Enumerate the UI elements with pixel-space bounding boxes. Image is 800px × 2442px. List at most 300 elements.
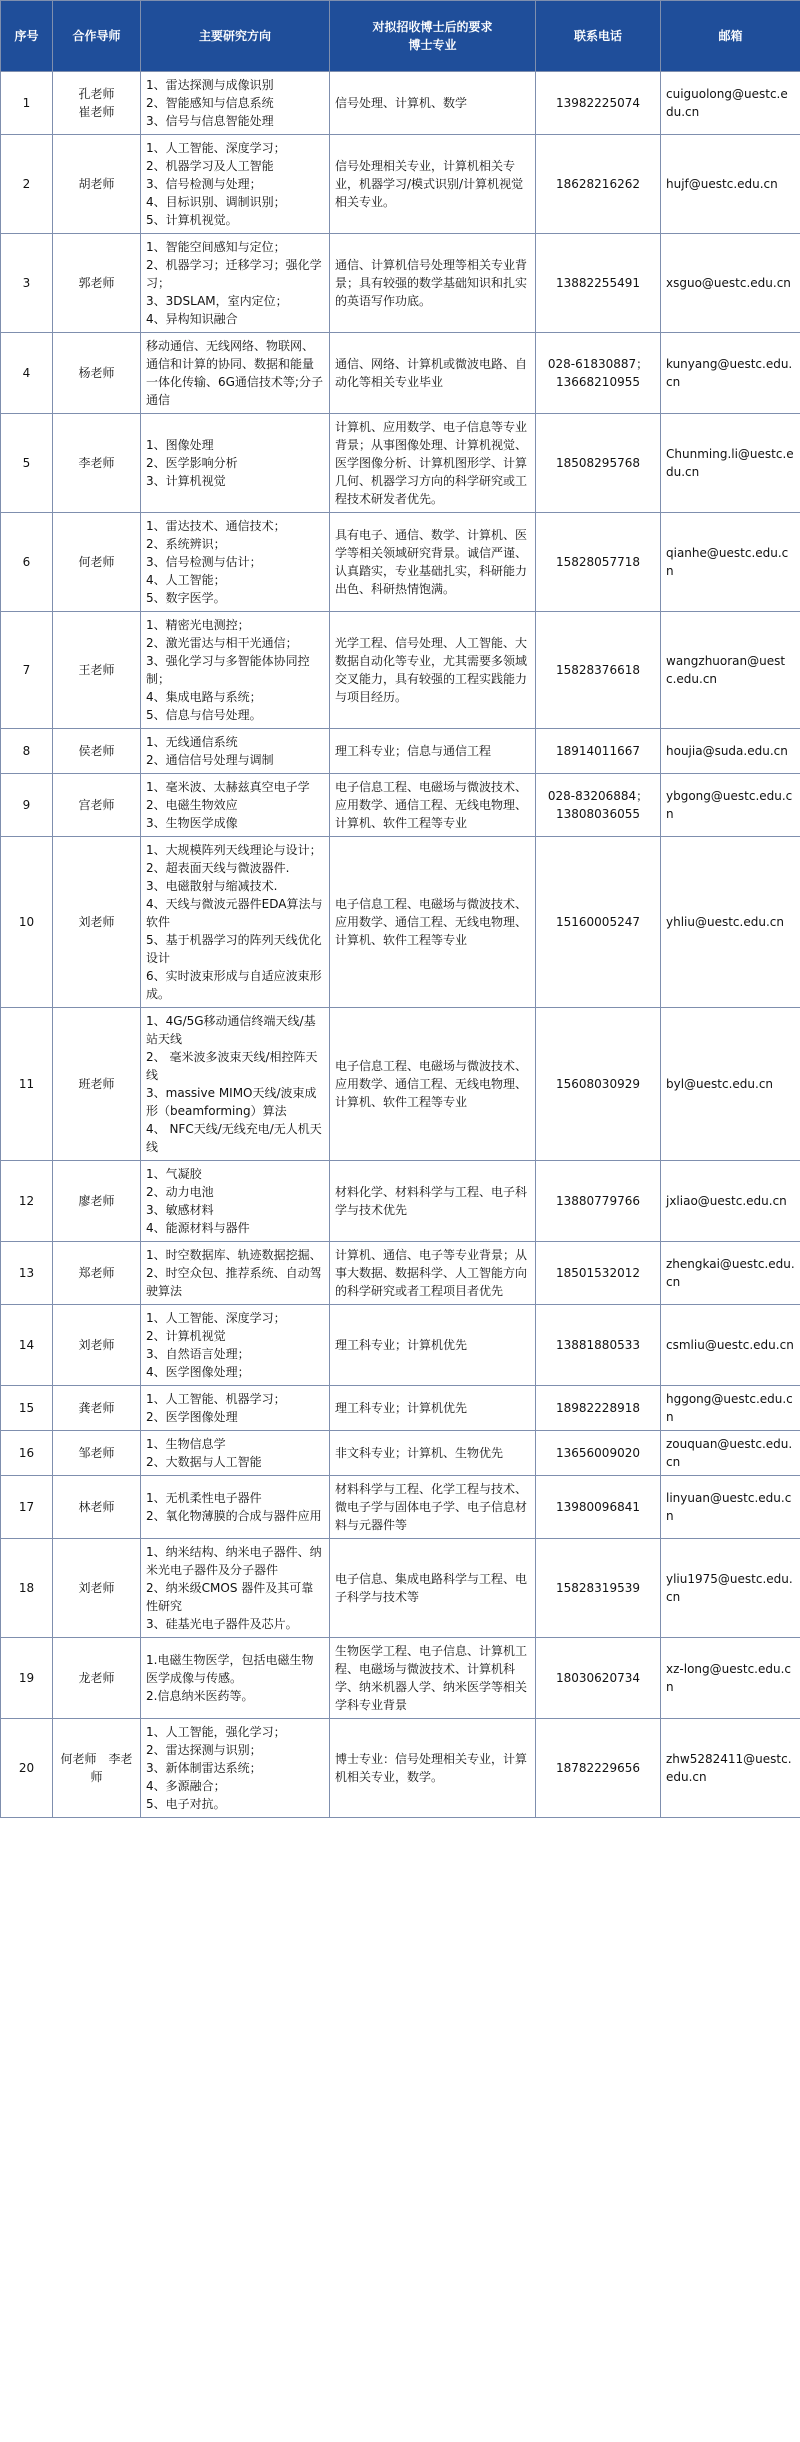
phd-requirements xyxy=(330,729,536,774)
text-line: 15 xyxy=(18,1401,35,1415)
contact-email xyxy=(661,135,800,234)
row-index xyxy=(1,513,53,612)
contact-phone xyxy=(536,234,661,333)
contact-phone xyxy=(536,1638,661,1719)
text-line: 11 xyxy=(18,1077,35,1091)
research-directions xyxy=(141,1242,330,1305)
text-line: 王老师 xyxy=(78,663,115,677)
header-phone: 联系电话 xyxy=(536,1,661,72)
row-index xyxy=(1,234,53,333)
text-line: 郑老师 xyxy=(78,1266,115,1280)
contact-phone xyxy=(536,1719,661,1818)
table-row xyxy=(1,1476,800,1539)
phd-requirements xyxy=(330,1386,536,1431)
text-line: 4、异构知识融合 xyxy=(146,312,238,326)
text-line: 3、massive MIMO天线/波束成形（beamforming）算法 xyxy=(146,1086,317,1118)
text-line: 3、信号检测与估计； xyxy=(146,555,262,569)
contact-email xyxy=(661,837,800,1008)
advisor-name xyxy=(53,1008,141,1161)
contact-phone xyxy=(536,1386,661,1431)
contact-phone xyxy=(536,774,661,837)
text-line: 1、图像处理 xyxy=(146,438,214,452)
research-directions xyxy=(141,513,330,612)
row-index xyxy=(1,72,53,135)
phd-requirements xyxy=(330,1539,536,1638)
advisor-name xyxy=(53,414,141,513)
text-line: byl@uestc.edu.cn xyxy=(666,1077,774,1091)
text-line: wangzhuoran@uestc.edu.cn xyxy=(666,654,786,686)
research-directions xyxy=(141,837,330,1008)
table-row xyxy=(1,1431,800,1476)
advisor-name xyxy=(53,72,141,135)
row-index xyxy=(1,1008,53,1161)
text-line: 16 xyxy=(18,1446,35,1460)
text-line: 理工科专业；信息与通信工程 xyxy=(335,744,492,758)
contact-phone xyxy=(536,72,661,135)
text-line: 4、人工智能； xyxy=(146,573,226,587)
text-line: 1、纳米结构、纳米电子器件、纳米光电子器件及分子器件 xyxy=(146,1545,322,1577)
phd-requirements xyxy=(330,1305,536,1386)
text-line: 非文科专业；计算机、生物优先 xyxy=(335,1446,504,1460)
contact-email xyxy=(661,1242,800,1305)
text-line: 10 xyxy=(18,915,35,929)
text-line: 李老师 xyxy=(78,456,115,470)
text-line: 崔老师 xyxy=(78,105,115,119)
text-line: 1、大规模阵列天线理论与设计； xyxy=(146,843,322,857)
text-line: 2、计算机视觉 xyxy=(146,1329,226,1343)
text-line: 3、新体制雷达系统； xyxy=(146,1761,262,1775)
contact-phone xyxy=(536,1008,661,1161)
phd-requirements xyxy=(330,333,536,414)
advisor-name xyxy=(53,1476,141,1539)
contact-email xyxy=(661,513,800,612)
phd-requirements xyxy=(330,1161,536,1242)
text-line: xz-long@uestc.edu.cn xyxy=(666,1662,792,1694)
row-index xyxy=(1,1242,53,1305)
phd-requirements xyxy=(330,135,536,234)
text-line: 生物医学工程、电子信息、计算机工程、电磁场与微波技术、计算机科学、纳米机器人学、纳米医学等相关学科专业背景 xyxy=(335,1644,528,1712)
row-index xyxy=(1,1305,53,1386)
text-line: 博士专业：信号处理相关专业，计算机相关专业，数学。 xyxy=(335,1752,528,1784)
phd-requirements xyxy=(330,72,536,135)
header-index: 序号 xyxy=(1,1,53,72)
text-line: 15828376618 xyxy=(556,663,640,677)
text-line: 龙老师 xyxy=(78,1671,115,1685)
phd-requirements xyxy=(330,414,536,513)
text-line: 2、医学图像处理 xyxy=(146,1410,238,1424)
contact-email xyxy=(661,1476,800,1539)
text-line: 4、 NFC天线/无线充电/无人机天线 xyxy=(146,1122,322,1154)
research-directions xyxy=(141,72,330,135)
contact-email xyxy=(661,1386,800,1431)
advisor-name xyxy=(53,513,141,612)
text-line: 2、时空众包、推荐系统、自动驾驶算法 xyxy=(146,1266,322,1298)
text-line: 邹老师 xyxy=(78,1446,115,1460)
text-line: 18628216262 xyxy=(556,177,640,191)
text-line: kunyang@uestc.edu.cn xyxy=(666,357,793,389)
table-row xyxy=(1,513,800,612)
text-line: 1、毫米波、太赫兹真空电子学 xyxy=(146,780,310,794)
text-line: 8 xyxy=(22,744,31,758)
text-line: 18782229656 xyxy=(556,1761,640,1775)
text-line: 2、通信信号处理与调制 xyxy=(146,753,274,767)
text-line: 3、信号检测与处理； xyxy=(146,177,262,191)
advisor-name xyxy=(53,1161,141,1242)
contact-email xyxy=(661,414,800,513)
row-index xyxy=(1,1386,53,1431)
text-line: 信号处理相关专业，计算机相关专业，机器学习/模式识别/计算机视觉相关专业。 xyxy=(335,159,524,209)
text-line: 14 xyxy=(18,1338,35,1352)
text-line: 13656009020 xyxy=(556,1446,640,1460)
text-line: 2、动力电池 xyxy=(146,1185,214,1199)
research-directions xyxy=(141,1431,330,1476)
text-line: 2、电磁生物效应 xyxy=(146,798,238,812)
row-index xyxy=(1,333,53,414)
table-row xyxy=(1,612,800,729)
text-line: 2、纳米级CMOS 器件及其可靠性研究 xyxy=(146,1581,314,1613)
advisor-name xyxy=(53,234,141,333)
text-line: 13808036055 xyxy=(556,807,640,821)
text-line: 通信、网络、计算机或微波电路、自动化等相关专业毕业 xyxy=(335,357,528,389)
text-line: 2、 毫米波多波束天线/相控阵天线 xyxy=(146,1050,318,1082)
phd-requirements xyxy=(330,612,536,729)
table-row xyxy=(1,837,800,1008)
text-line: 4 xyxy=(22,366,31,380)
text-line: 计算机、通信、电子等专业背景；从事大数据、数据科学、人工智能方向的科学研究或者工程项目者优先 xyxy=(335,1248,528,1298)
text-line: Chunming.li@uestc.edu.cn xyxy=(666,447,794,479)
table-row xyxy=(1,1008,800,1161)
text-line: 龚老师 xyxy=(78,1401,115,1415)
text-line: 具有电子、通信、数学、计算机、医学等相关领域研究背景。诚信严谨、认真踏实，专业基础扎实，科研能力出色、科研热情饱满。 xyxy=(335,528,528,596)
research-directions xyxy=(141,1638,330,1719)
contact-phone xyxy=(536,1161,661,1242)
text-line: 移动通信、无线网络、物联网、通信和计算的协同、数据和能量一体化传输、6G通信技术等;分子通信 xyxy=(146,339,323,407)
text-line: 电子信息、集成电路科学与工程、电子科学与技术等 xyxy=(335,1572,528,1604)
phd-requirements xyxy=(330,774,536,837)
text-line: 2、机器学习；迁移学习；强化学习； xyxy=(146,258,322,290)
text-line: 19 xyxy=(18,1671,35,1685)
contact-email xyxy=(661,1638,800,1719)
text-line: 孔老师 xyxy=(78,87,115,101)
text-line: 13982225074 xyxy=(556,96,640,110)
text-line: cuiguolong@uestc.edu.cn xyxy=(666,87,788,119)
text-line: 2、氧化物薄膜的合成与器件应用 xyxy=(146,1509,322,1523)
research-directions xyxy=(141,1008,330,1161)
text-line: linyuan@uestc.edu.cn xyxy=(666,1491,792,1523)
advisor-name xyxy=(53,1242,141,1305)
contact-email xyxy=(661,729,800,774)
text-line: 18508295768 xyxy=(556,456,640,470)
text-line: 对拟招收博士后的要求 xyxy=(372,20,493,34)
text-line: 2、超表面天线与微波器件. xyxy=(146,861,290,875)
text-line: 1、4G/5G移动通信终端天线/基站天线 xyxy=(146,1014,316,1046)
text-line: 杨老师 xyxy=(78,366,115,380)
row-index xyxy=(1,414,53,513)
text-line: 4、集成电路与系统； xyxy=(146,690,262,704)
text-line: 3、强化学习与多智能体协同控制； xyxy=(146,654,310,686)
text-line: 15160005247 xyxy=(556,915,640,929)
table-row xyxy=(1,72,800,135)
text-line: 1、人工智能、机器学习； xyxy=(146,1392,286,1406)
text-line: 宫老师 xyxy=(78,798,115,812)
text-line: 15828057718 xyxy=(556,555,640,569)
text-line: 刘老师 xyxy=(78,915,115,929)
text-line: 2.信息纳米医药等。 xyxy=(146,1689,254,1703)
text-line: ybgong@uestc.edu.cn xyxy=(666,789,793,821)
research-directions xyxy=(141,333,330,414)
text-line: 电子信息工程、电磁场与微波技术、应用数学、通信工程、无线电物理、计算机、软件工程等专业 xyxy=(335,780,528,830)
text-line: 通信、计算机信号处理等相关专业背景；具有较强的数学基础知识和扎实的英语写作功底。 xyxy=(335,258,528,308)
text-line: 林老师 xyxy=(78,1500,115,1514)
text-line: 廖老师 xyxy=(78,1194,115,1208)
row-index xyxy=(1,612,53,729)
text-line: 电子信息工程、电磁场与微波技术、应用数学、通信工程、无线电物理、计算机、软件工程等专业 xyxy=(335,1059,528,1109)
text-line: 028-61830887； xyxy=(547,357,649,371)
text-line: zouquan@uestc.edu.cn xyxy=(666,1437,793,1469)
contact-email xyxy=(661,1431,800,1476)
contact-email xyxy=(661,1539,800,1638)
text-line: csmliu@uestc.edu.cn xyxy=(666,1338,794,1352)
text-line: 博士专业 xyxy=(408,38,457,52)
text-line: 理工科专业；计算机优先 xyxy=(335,1401,468,1415)
text-line: 2、医学影响分析 xyxy=(146,456,238,470)
table-row xyxy=(1,414,800,513)
advisor-name xyxy=(53,612,141,729)
text-line: yliu1975@uestc.edu.cn xyxy=(666,1572,793,1604)
text-line: 6、实时波束形成与自适应波束形成。 xyxy=(146,969,322,1001)
text-line: 15828319539 xyxy=(556,1581,640,1595)
text-line: houjia@suda.edu.cn xyxy=(666,744,788,758)
text-line: 1、智能空间感知与定位； xyxy=(146,240,286,254)
contact-email xyxy=(661,1305,800,1386)
row-index xyxy=(1,1719,53,1818)
research-directions xyxy=(141,1161,330,1242)
text-line: 3、3DSLAM，室内定位； xyxy=(146,294,288,308)
text-line: 班老师 xyxy=(78,1077,115,1091)
contact-email xyxy=(661,234,800,333)
contact-email xyxy=(661,1719,800,1818)
table-row xyxy=(1,1242,800,1305)
text-line: 4、能源材料与器件 xyxy=(146,1221,250,1235)
text-line: 信号处理、计算机、数学 xyxy=(335,96,468,110)
text-line: qianhe@uestc.edu.cn xyxy=(666,546,789,578)
contact-email xyxy=(661,1008,800,1161)
text-line: 3 xyxy=(22,276,31,290)
text-line: hujf@uestc.edu.cn xyxy=(666,177,778,191)
advisor-name xyxy=(53,1386,141,1431)
text-line: 3、生物医学成像 xyxy=(146,816,238,830)
text-line: 6 xyxy=(22,555,31,569)
text-line: 何老师 xyxy=(78,555,115,569)
text-line: 18501532012 xyxy=(556,1266,640,1280)
text-line: 5、计算机视觉。 xyxy=(146,213,238,227)
text-line: 4、多源融合； xyxy=(146,1779,226,1793)
text-line: 17 xyxy=(18,1500,35,1514)
advisor-name xyxy=(53,333,141,414)
research-directions xyxy=(141,774,330,837)
phd-requirements xyxy=(330,837,536,1008)
text-line: 13881880533 xyxy=(556,1338,640,1352)
contact-phone xyxy=(536,1242,661,1305)
text-line: 3、信号与信息智能处理 xyxy=(146,114,274,128)
text-line: 光学工程、信号处理、人工智能、大数据自动化等专业，尤其需要多领域交叉能力，具有较强的工程实践能力与项目经历。 xyxy=(335,636,528,704)
text-line: 3、硅基光电子器件及芯片。 xyxy=(146,1617,298,1631)
text-line: 5、基于机器学习的阵列天线优化设计 xyxy=(146,933,322,965)
text-line: 3、计算机视觉 xyxy=(146,474,226,488)
text-line: 刘老师 xyxy=(78,1338,115,1352)
text-line: 18914011667 xyxy=(556,744,640,758)
research-directions xyxy=(141,414,330,513)
phd-requirements xyxy=(330,1719,536,1818)
header-advisor: 合作导师 xyxy=(53,1,141,72)
research-directions xyxy=(141,1476,330,1539)
table-body xyxy=(1,72,800,1818)
text-line: 5、电子对抗。 xyxy=(146,1797,226,1811)
header-directions: 主要研究方向 xyxy=(141,1,330,72)
text-line: 材料化学、材料科学与工程、电子科学与技术优先 xyxy=(335,1185,528,1217)
table-row xyxy=(1,333,800,414)
text-line: 12 xyxy=(18,1194,35,1208)
text-line: 18 xyxy=(18,1581,35,1595)
text-line: 何老师 李老师 xyxy=(60,1752,133,1784)
contact-phone xyxy=(536,333,661,414)
phd-requirements xyxy=(330,513,536,612)
table-row xyxy=(1,1719,800,1818)
advisor-name xyxy=(53,1719,141,1818)
text-line: 1、人工智能、深度学习； xyxy=(146,141,286,155)
row-index xyxy=(1,1431,53,1476)
phd-requirements xyxy=(330,1431,536,1476)
research-directions xyxy=(141,1386,330,1431)
contact-email xyxy=(661,1161,800,1242)
contact-phone xyxy=(536,135,661,234)
contact-phone xyxy=(536,1431,661,1476)
text-line: 2 xyxy=(22,177,31,191)
text-line: 计算机、应用数学、电子信息等专业背景；从事图像处理、计算机视觉、医学图像分析、计算机图形学、计算几何、机器学习方向的科学研究或工程技术研发者优先。 xyxy=(335,420,528,506)
phd-requirements xyxy=(330,1476,536,1539)
row-index xyxy=(1,135,53,234)
table-row xyxy=(1,1638,800,1719)
text-line: zhengkai@uestc.edu.cn xyxy=(666,1257,795,1289)
text-line: 理工科专业；计算机优先 xyxy=(335,1338,468,1352)
text-line: 胡老师 xyxy=(78,177,115,191)
text-line: 2、大数据与人工智能 xyxy=(146,1455,262,1469)
phd-requirements xyxy=(330,1242,536,1305)
contact-phone xyxy=(536,1305,661,1386)
text-line: jxliao@uestc.edu.cn xyxy=(666,1194,787,1208)
row-index xyxy=(1,729,53,774)
text-line: 13880779766 xyxy=(556,1194,640,1208)
text-line: hggong@uestc.edu.cn xyxy=(666,1392,793,1424)
contact-email xyxy=(661,72,800,135)
contact-email xyxy=(661,612,800,729)
text-line: 4、目标识别、调制识别； xyxy=(146,195,286,209)
text-line: zhw5282411@uestc.edu.cn xyxy=(666,1752,792,1784)
text-line: 1、无机柔性电子器件 xyxy=(146,1491,262,1505)
table-row xyxy=(1,234,800,333)
advisor-name xyxy=(53,1431,141,1476)
contact-phone xyxy=(536,612,661,729)
text-line: 15608030929 xyxy=(556,1077,640,1091)
row-index xyxy=(1,1161,53,1242)
phd-requirements xyxy=(330,1638,536,1719)
text-line: 材料科学与工程、化学工程与技术、微电子学与固体电子学、电子信息材料与元器件等 xyxy=(335,1482,528,1532)
text-line: 13 xyxy=(18,1266,35,1280)
text-line: 20 xyxy=(18,1761,35,1775)
advisor-name xyxy=(53,837,141,1008)
header-row xyxy=(1,1,800,72)
text-line: 18982228918 xyxy=(556,1401,640,1415)
contact-email xyxy=(661,774,800,837)
advisor-name xyxy=(53,1539,141,1638)
text-line: 电子信息工程、电磁场与微波技术、应用数学、通信工程、无线电物理、计算机、软件工程等专业 xyxy=(335,897,528,947)
table-row xyxy=(1,1305,800,1386)
text-line: yhliu@uestc.edu.cn xyxy=(666,915,784,929)
text-line: 1、人工智能，强化学习； xyxy=(146,1725,286,1739)
advisor-name xyxy=(53,729,141,774)
contact-phone xyxy=(536,513,661,612)
text-line: 1 xyxy=(22,96,31,110)
table-row xyxy=(1,1386,800,1431)
text-line: 1、无线通信系统 xyxy=(146,735,238,749)
text-line: 13882255491 xyxy=(556,276,640,290)
table-row xyxy=(1,1539,800,1638)
text-line: 4、医学图像处理； xyxy=(146,1365,250,1379)
text-line: 3、敏感材料 xyxy=(146,1203,214,1217)
text-line: 2、雷达探测与识别； xyxy=(146,1743,262,1757)
text-line: 2、智能感知与信息系统 xyxy=(146,96,274,110)
text-line: 028-83206884； xyxy=(547,789,649,803)
research-directions xyxy=(141,135,330,234)
row-index xyxy=(1,1539,53,1638)
research-directions xyxy=(141,612,330,729)
advisor-name xyxy=(53,774,141,837)
text-line: 5 xyxy=(22,456,31,470)
text-line: 3、自然语言处理； xyxy=(146,1347,250,1361)
text-line: xsguo@uestc.edu.cn xyxy=(666,276,791,290)
text-line: 1、气凝胶 xyxy=(146,1167,202,1181)
table-row xyxy=(1,729,800,774)
contact-email xyxy=(661,333,800,414)
contact-phone xyxy=(536,729,661,774)
research-directions xyxy=(141,1719,330,1818)
header-email: 邮箱 xyxy=(661,1,800,72)
header-requirements xyxy=(330,1,536,72)
text-line: 5、数字医学。 xyxy=(146,591,226,605)
text-line: 7 xyxy=(22,663,31,677)
text-line: 侯老师 xyxy=(78,744,115,758)
text-line: 刘老师 xyxy=(78,1581,115,1595)
text-line: 2、系统辨识； xyxy=(146,537,226,551)
table-row xyxy=(1,774,800,837)
advisor-name xyxy=(53,1638,141,1719)
row-index xyxy=(1,837,53,1008)
advisor-name xyxy=(53,1305,141,1386)
text-line: 9 xyxy=(22,798,31,812)
research-directions xyxy=(141,1305,330,1386)
text-line: 1、时空数据库、轨迹数据挖掘、 xyxy=(146,1248,322,1262)
research-directions xyxy=(141,729,330,774)
text-line: 18030620734 xyxy=(556,1671,640,1685)
text-line: 13980096841 xyxy=(556,1500,640,1514)
row-index xyxy=(1,1476,53,1539)
advisor-name xyxy=(53,135,141,234)
text-line: 1、精密光电测控； xyxy=(146,618,250,632)
text-line: 1.电磁生物医学，包括电磁生物医学成像与传感。 xyxy=(146,1653,314,1685)
text-line: 3、电磁散射与缩减技术. xyxy=(146,879,278,893)
row-index xyxy=(1,774,53,837)
contact-phone xyxy=(536,1476,661,1539)
